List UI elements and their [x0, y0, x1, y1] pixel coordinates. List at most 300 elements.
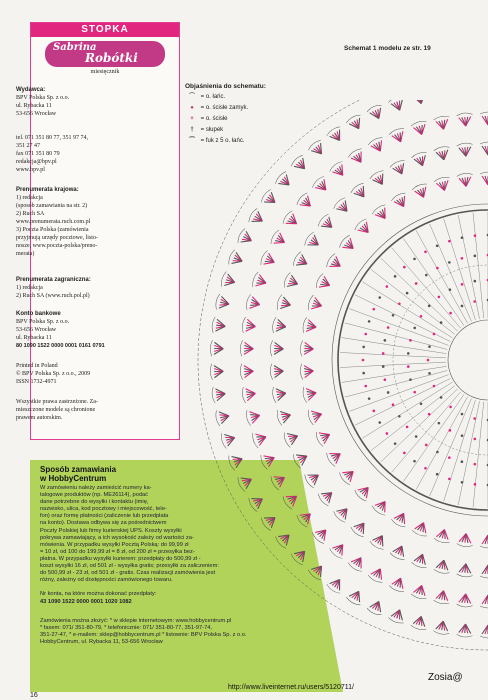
doily-fan-motif: [283, 428, 301, 448]
doily-stitch: [474, 234, 477, 237]
legend-symbol-icon: †: [190, 127, 194, 133]
doily-stitch: [403, 452, 406, 455]
doily-stitch: [409, 339, 412, 342]
doily-fan-motif: [371, 203, 392, 223]
doily-fan-motif: [480, 535, 488, 548]
wydawca-line: ul. Rybacka 11: [16, 103, 52, 109]
prenumerata-line: www.prenumerata.ruch.com.pl: [16, 219, 91, 225]
printed-line: Printed in Poland: [16, 363, 58, 369]
doily-stitch: [461, 434, 464, 437]
doily-stitch: [436, 451, 439, 454]
doily-fan-motif: [338, 234, 358, 255]
doily-stitch: [373, 410, 376, 413]
doily-fan-motif: [220, 430, 237, 449]
doily-stitch: [427, 359, 430, 362]
order-contact-line: HobbyCentrum, ul. Rybacka 11, 53-656 Wrocław: [40, 639, 163, 646]
doily-stitch: [368, 397, 371, 400]
doily-fan-motif: [433, 589, 451, 605]
doily-stitch: [461, 460, 464, 463]
doily-fan-motif: [241, 317, 256, 335]
doily-stitch: [387, 391, 390, 394]
order-contact-line: 351-27-47, * e-mailem: sklep@hobbycentrum.pl * listownie: BPV Polska Sp. z o.o.: [40, 632, 247, 639]
doily-spoke: [458, 215, 479, 319]
order-line: mówienia. W przypadku wysyłki Pocztą Polską: do 99,99 zł: [40, 541, 189, 548]
printed-line: ISSN 1732-4971: [16, 379, 57, 385]
doily-fan-motif: [410, 120, 429, 137]
doily-fan-motif: [215, 294, 231, 312]
doily-fan-motif: [367, 565, 387, 584]
rights-line: Wszystkie prawa zastrzeżone. Za-: [16, 399, 98, 405]
doily-spoke: [371, 269, 455, 334]
doily-spoke: [355, 295, 450, 342]
doily-stitch: [398, 415, 401, 418]
doily-stitch: [394, 442, 397, 445]
order-title-line2: w HobbyCentrum: [40, 474, 107, 483]
doily-fan-motif: [260, 511, 280, 532]
doily-fan-motif: [332, 196, 353, 216]
legend-text: = o. łańc.: [199, 94, 226, 100]
doily-stitch: [438, 422, 441, 425]
rights-line: prawem autorskim.: [16, 415, 63, 421]
doily-stitch: [378, 421, 381, 424]
doily-stitch: [425, 274, 428, 277]
order-line: koszt wysyłki 16 zł, od 501 zł - wysyłka gratis; przesyłki za zaliczeniem:: [40, 563, 219, 570]
doily-fan-motif: [210, 363, 224, 380]
doily-fan-motif: [388, 127, 408, 145]
contact-line: tel. 071 351 80 77, 351 97 74,: [16, 135, 88, 141]
doily-stitch: [362, 346, 365, 349]
doily-fan-motif: [245, 294, 261, 313]
doily-fan-motif: [433, 115, 451, 131]
legend-symbol-icon: ⁀: [189, 138, 195, 144]
prenumerata-line: 1) redakcja: [16, 195, 43, 201]
doily-spoke: [362, 382, 452, 438]
doily-stitch: [392, 314, 395, 317]
doily-fan-motif: [457, 172, 475, 187]
doily-fan-motif: [303, 231, 323, 252]
rights-line: mieszczone modele są chronione: [16, 407, 96, 413]
doily-fan-motif: [307, 561, 328, 581]
doily-fan-motif: [433, 145, 451, 161]
doily-fan-motif: [345, 113, 365, 132]
doily-stitch: [424, 467, 427, 470]
doily-fan-motif: [390, 191, 410, 210]
doily-stitch: [428, 345, 431, 348]
contact-line: redakcja@bpv.pl: [16, 159, 57, 165]
doily-stitch: [424, 250, 427, 253]
doily-fan-motif: [259, 250, 277, 270]
order-line: W zamówieniu należy zamieścić numery ka-: [40, 485, 152, 491]
doily-stitch: [364, 333, 367, 336]
doily-fan-motif: [328, 160, 349, 180]
doily-stitch: [461, 283, 464, 286]
doily-stitch: [413, 460, 416, 463]
doily-fan-motif: [328, 540, 349, 560]
doily-fan-motif: [456, 112, 473, 126]
doily-stitch: [382, 365, 385, 368]
doily-stitch: [413, 258, 416, 261]
doily-spoke: [342, 338, 447, 354]
doily-fan-motif: [295, 508, 315, 529]
doily-fan-motif: [247, 207, 266, 227]
doily-spoke: [381, 389, 458, 462]
doily-spoke: [416, 397, 467, 490]
doily-stitch: [386, 432, 389, 435]
source-watermark: http://www.liveinternet.ru/users/5120711/: [228, 684, 354, 691]
doily-stitch: [407, 365, 410, 368]
prenumerata-krajowa-block: [16, 186, 98, 258]
konto-label: Konto bankowe: [16, 311, 61, 317]
doily-stitch: [436, 473, 439, 476]
contact-line: fax 071 351 80 79: [16, 151, 60, 157]
schema-title: Schemat 1 modelu ze str. 19: [344, 45, 431, 52]
doily-spoke: [345, 371, 448, 398]
doily-stitch: [474, 255, 477, 258]
legend-text: = o. ścisłe zamyk.: [199, 105, 249, 111]
doily-fan-motif: [272, 317, 287, 335]
doily-fan-motif: [388, 575, 408, 593]
konto-line: 53-656 Wrocław: [16, 327, 57, 333]
prenumerata-zagraniczna-block: [16, 276, 91, 300]
doily-stitch: [474, 438, 477, 441]
order-line: nazwisko, ulica, kod pocztowy i miejscowość, tele-: [40, 506, 167, 513]
wydawca-line: BPV Polska Sp. z o.o.: [16, 95, 70, 101]
crochet-doily-diagram: [183, 100, 488, 685]
doily-fan-motif: [353, 482, 374, 502]
order-line: 43 1090 1522 0000 0001 1020 1082: [40, 598, 132, 605]
doily-fan-motif: [411, 520, 431, 538]
doily-fan-motif: [456, 623, 473, 637]
doily-spoke: [342, 366, 447, 382]
doily-fan-motif: [274, 529, 294, 550]
doily-fan-motif: [245, 408, 261, 427]
doily-stitch: [392, 403, 395, 406]
doily-fan-motif: [353, 217, 374, 237]
doily-stitch: [440, 321, 443, 324]
zagraniczna-line: 1) redakcja: [16, 285, 43, 291]
doily-fan-motif: [410, 614, 429, 631]
doily-stitch: [407, 352, 410, 355]
doily-fan-motif: [456, 142, 473, 157]
rights-block: [16, 398, 98, 422]
doily-stitch: [474, 463, 477, 466]
doily-stitch: [415, 282, 418, 285]
zagraniczna-line: 2) Ruch SA (www.ruch.pol.pl): [16, 293, 90, 299]
doily-ring-middle-outer: [332, 204, 488, 516]
doily-stitch: [406, 292, 409, 295]
doily-fan-motif: [270, 363, 284, 380]
doily-fan-motif: [259, 450, 277, 470]
doily-fan-motif: [215, 408, 231, 426]
doily-stitch: [474, 280, 477, 283]
doily-stitch: [428, 413, 431, 416]
doily-stitch: [398, 302, 401, 305]
doily-fan-motif: [272, 385, 287, 403]
order-title-line1: Sposób zamawiania: [40, 465, 117, 474]
legend-text: = o. ścisłe: [199, 116, 228, 122]
doily-fan-motif: [480, 112, 488, 125]
doily-fan-motif: [480, 565, 488, 578]
order-line: talogowe produktów (np. ME26114), podać: [40, 492, 149, 499]
doily-fan-motif: [345, 587, 365, 606]
prenumerata-line: merata): [16, 251, 35, 257]
doily-stitch: [448, 478, 451, 481]
sabrina-robotki-logo: [45, 41, 165, 67]
doily-fan-motif: [269, 471, 288, 491]
doily-fan-motif: [366, 103, 386, 121]
doily-spoke: [349, 309, 448, 346]
doily-spoke: [430, 399, 472, 496]
doily-fan-motif: [247, 492, 266, 512]
doily-spoke: [403, 394, 464, 481]
doily-stitch: [448, 261, 451, 264]
doily-fan-motif: [300, 340, 314, 357]
doily-fan-motif: [270, 340, 284, 357]
konto-block: [16, 310, 105, 350]
wydawca-label: Wydawca:: [16, 87, 46, 93]
doily-fan-motif: [410, 100, 429, 106]
logo-line2: Robótki: [85, 51, 138, 65]
legend-text: = fuk z 5 o. łańc.: [199, 138, 245, 144]
doily-stitch: [428, 372, 431, 375]
doily-fan-motif: [211, 317, 226, 335]
doily-fan-motif: [433, 620, 451, 636]
doily-fan-motif: [350, 518, 371, 538]
doily-stitch: [448, 456, 451, 459]
doily-stitch: [420, 315, 423, 318]
doily-stitch: [420, 402, 423, 405]
doily-stitch: [425, 444, 428, 447]
doily-stitch: [387, 326, 390, 329]
prenumerata-line: 2) Ruch SA: [16, 211, 45, 217]
doily-fan-motif: [240, 340, 254, 357]
printed-block: [16, 362, 90, 386]
doily-stitch: [473, 300, 476, 303]
doily-stitch: [438, 296, 441, 299]
legend-symbol-icon: ⌒: [188, 94, 195, 100]
doily-stitch: [433, 385, 436, 388]
doily-fan-motif: [295, 192, 315, 213]
doily-spoke: [371, 386, 455, 451]
doily-fan-motif: [480, 142, 488, 155]
order-line: = 10 zł, od 100 do 199,99 zł = 8 zł, od 200 zł = przesyłka bez-: [40, 548, 195, 555]
doily-fan-motif: [480, 172, 488, 185]
doily-fan-motif: [480, 595, 488, 608]
doily-fan-motif: [390, 509, 410, 528]
doily-fan-motif: [326, 125, 347, 145]
doily-fan-motif: [290, 154, 311, 174]
doily-fan-motif: [456, 563, 473, 578]
doily-fan-motif: [227, 249, 245, 269]
doily-stitch: [449, 288, 452, 291]
doily-stitch: [413, 327, 416, 330]
doily-stitch: [440, 396, 443, 399]
doily-fan-motif: [410, 583, 429, 600]
doily-fan-motif: [302, 385, 318, 403]
doily-fan-motif: [317, 213, 337, 234]
doily-spoke: [392, 392, 461, 472]
konto-line: 80 1090 1522 0000 0001 0161 0791: [16, 343, 105, 349]
doily-fan-motif: [457, 533, 475, 548]
doily-stitch: [461, 257, 464, 260]
doily-stitch: [394, 275, 397, 278]
doily-fan-motif: [236, 228, 255, 248]
prenumerata-zagraniczna-label: Prenumerata zagraniczna:: [16, 277, 91, 283]
doily-fan-motif: [371, 497, 392, 517]
doily-stitch: [473, 417, 476, 420]
contact-line: 351 27 47: [16, 143, 40, 149]
doily-stitch: [378, 296, 381, 299]
doily-fan-motif: [220, 271, 237, 290]
doily-stitch: [461, 413, 464, 416]
doily-fan-motif: [292, 449, 311, 469]
doily-fan-motif: [366, 598, 386, 616]
doily-fan-motif: [251, 271, 269, 290]
prenumerata-line: (sposób zamawiania na str. 2): [16, 203, 88, 209]
doily-fan-motif: [388, 607, 407, 625]
wydawca-block: [16, 86, 69, 118]
doily-ring-inner: [448, 320, 488, 400]
doily-spoke: [355, 378, 450, 425]
legend-title: Objaśnienia do schematu:: [185, 83, 266, 90]
doily-fan-motif: [411, 151, 430, 168]
doily-stitch: [413, 391, 416, 394]
contact-block: [16, 134, 88, 174]
doily-spoke: [392, 248, 461, 328]
doily-fan-motif: [241, 386, 256, 404]
order-line: pokrywa zamawiający, a ich wysokość zależy od wartości za-: [40, 534, 194, 541]
doily-stitch: [433, 333, 436, 336]
doily-fan-motif: [480, 625, 488, 638]
doily-fan-motif: [314, 427, 333, 447]
doily-fan-motif: [369, 532, 389, 551]
doily-fan-motif: [314, 273, 333, 293]
doily-stitch: [362, 359, 365, 362]
doily-fan-motif: [338, 465, 358, 486]
magazine-subtitle: miesięcznik: [90, 69, 120, 75]
doily-fan-motif: [367, 136, 387, 155]
doily-stitch: [436, 245, 439, 248]
doily-stitch: [449, 406, 452, 409]
order-line: dane potrzebne do wysyłki i kontaktu (imię,: [40, 499, 149, 506]
doily-fan-motif: [292, 251, 311, 271]
order-line: różny, zależny od dostępności zamówionego towaru.: [40, 577, 173, 584]
doily-fan-motif: [281, 490, 301, 511]
doily-stitch: [474, 483, 477, 486]
doily-fan-motif: [325, 253, 345, 273]
doily-fan-motif: [307, 294, 324, 313]
doily-fan-motif: [347, 553, 367, 573]
legend-text: = słupek: [199, 127, 224, 133]
doily-fan-motif: [456, 593, 473, 607]
doily-fan-motif: [302, 317, 318, 335]
doily-spoke: [403, 239, 464, 326]
doily-fan-motif: [332, 503, 353, 523]
doily-fan-motif: [210, 340, 224, 357]
page-number: 16: [30, 692, 38, 699]
doily-fan-motif: [388, 100, 407, 113]
order-line: fon) oraz formę płatności (zaliczenie lub przedpłata: [40, 513, 169, 520]
prenumerata-krajowa-label: Prenumerata krajowa:: [16, 187, 79, 193]
doily-spoke: [349, 375, 448, 412]
doily-stitch: [362, 372, 365, 375]
doily-fan-motif: [326, 575, 347, 595]
doily-fan-motif: [236, 472, 255, 492]
doily-fan-motif: [276, 294, 293, 313]
doily-fan-motif: [389, 543, 409, 562]
doily-spoke: [458, 401, 479, 505]
doily-stitch: [368, 320, 371, 323]
doily-spoke: [444, 219, 476, 320]
doily-spoke: [444, 400, 476, 501]
signature: Zosia@: [428, 672, 463, 683]
doily-spoke: [381, 258, 458, 331]
doily-fan-motif: [276, 407, 293, 426]
doily-fan-motif: [269, 229, 288, 249]
doily-stitch: [461, 481, 464, 484]
doily-stitch: [461, 236, 464, 239]
doily-fan-motif: [433, 176, 452, 193]
printed-line: © BPV Polska Sp. z o.o., 2009: [16, 371, 91, 377]
doily-spoke: [416, 231, 467, 324]
prenumerata-line: nosze, www.poczta-polska/preno-: [16, 243, 98, 249]
legend-symbol-icon: ●: [190, 105, 194, 111]
doily-fan-motif: [274, 170, 294, 191]
doily-fan-motif: [227, 451, 245, 471]
doily-fan-motif: [307, 406, 324, 425]
doily-stitch: [449, 429, 452, 432]
doily-fan-motif: [350, 182, 371, 202]
doily-stitch: [448, 240, 451, 243]
doily-spoke: [362, 282, 452, 338]
doily-fan-motif: [325, 447, 345, 467]
order-line: na konto). Dostawa odbywa się za pośrednictwem: [40, 520, 167, 527]
doily-fan-motif: [317, 487, 337, 508]
doily-stitch: [364, 385, 367, 388]
doily-fan-motif: [307, 139, 328, 159]
order-title: [40, 465, 116, 483]
doily-stitch: [461, 305, 464, 308]
doily-ring-middle: [338, 210, 488, 510]
doily-fan-motif: [260, 188, 280, 209]
konto-line: ul. Rybacka 11: [16, 335, 52, 341]
doily-spoke: [345, 323, 448, 350]
doily-stitch: [449, 312, 452, 315]
doily-stitch: [382, 352, 385, 355]
doily-fan-motif: [389, 159, 409, 178]
doily-stitch: [386, 285, 389, 288]
doily-stitch: [403, 266, 406, 269]
doily-fan-motif: [411, 552, 430, 569]
doily-stitch: [409, 378, 412, 381]
doily-fan-motif: [300, 363, 314, 380]
doily-fan-motif: [240, 363, 254, 380]
prenumerata-line: przyjmują urzędy pocztowe, listo-: [16, 235, 98, 241]
doily-stitch: [436, 267, 439, 270]
doily-fan-motif: [303, 468, 323, 489]
order-contact-line: * faxem: 071/ 351-80-79, * telefonicznie: 071/ 351-80-77, 351-97-74,: [40, 625, 213, 632]
wydawca-line: 53-656 Wrocław: [16, 111, 57, 117]
doily-stitch: [428, 305, 431, 308]
order-line: Nr konta, na które można dokonać przedpłaty:: [40, 591, 157, 598]
doily-fan-motif: [211, 386, 226, 404]
doily-fan-motif: [433, 528, 452, 545]
doily-fan-motif: [347, 147, 367, 167]
doily-spoke: [430, 224, 472, 321]
doily-fan-motif: [411, 182, 431, 200]
doily-stitch: [373, 308, 376, 311]
doily-stitch: [406, 426, 409, 429]
